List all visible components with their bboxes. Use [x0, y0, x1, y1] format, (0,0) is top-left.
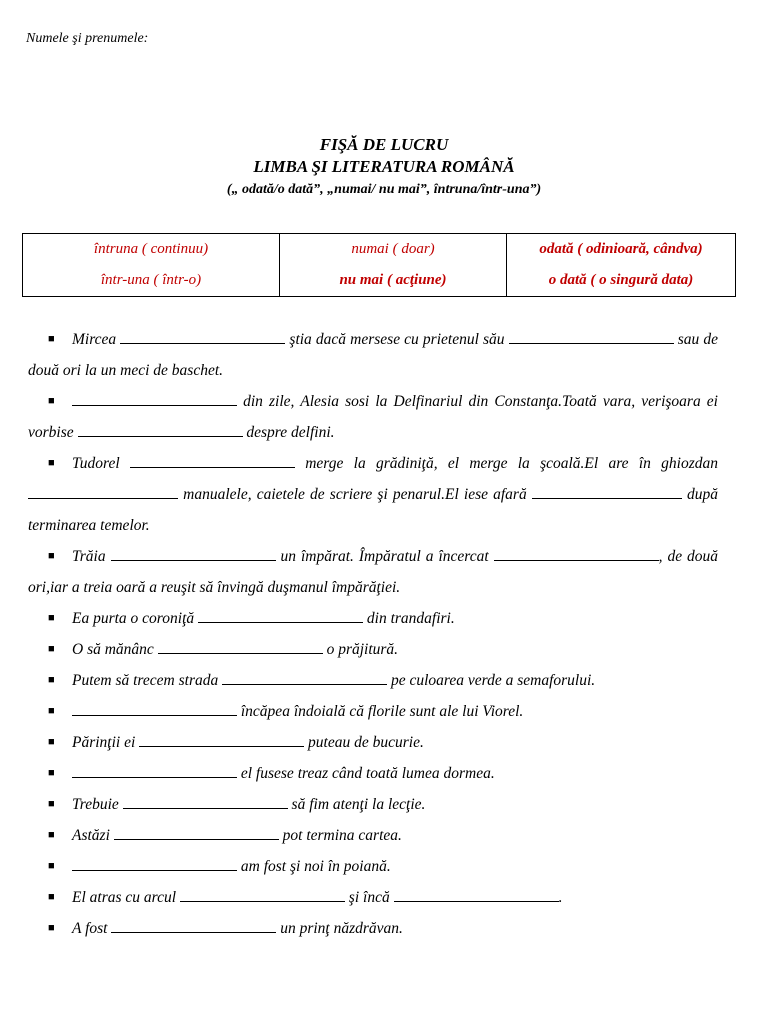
fill-blank[interactable]: [72, 393, 237, 406]
exercise-text: Putem să trecem strada: [72, 672, 219, 689]
bullet-icon: ■: [48, 550, 55, 562]
table-cell-odata: [507, 234, 736, 297]
fill-blank[interactable]: [139, 734, 304, 747]
fill-blank[interactable]: [111, 920, 276, 933]
title-line-3: („ odată/o dată”, „numai/ nu mai”, întruna/într-una”): [226, 182, 542, 197]
fill-blank[interactable]: [130, 455, 295, 468]
fill-blank[interactable]: [394, 889, 559, 902]
exercise-text: puteau de bucurie.: [308, 734, 424, 751]
fill-blank[interactable]: [28, 486, 178, 499]
exercise-text: un prinţ năzdrăvan.: [280, 920, 403, 937]
exercise-text: , de două ori,iar a treia oară a reuşit să învingă duşmanul împărăţiei.: [28, 548, 719, 596]
exercise-text: ştia dacă mersese cu prietenul său: [289, 331, 505, 348]
fill-blank[interactable]: [114, 827, 279, 840]
exercise-text: A fost: [72, 920, 108, 937]
exercise-text: după terminarea temelor.: [28, 486, 719, 534]
fill-blank[interactable]: [111, 548, 276, 561]
exercise-text: pe culoarea verde a semaforului.: [390, 672, 596, 689]
exercise-item: [28, 789, 718, 820]
fill-blank[interactable]: [72, 858, 237, 871]
exercise-list: [28, 324, 718, 944]
exercise-item: [28, 603, 718, 634]
exercise-item: [28, 541, 718, 603]
bullet-icon: ■: [48, 705, 55, 717]
exercise-item: [28, 324, 718, 386]
fill-blank[interactable]: [198, 610, 363, 623]
cell-text: o dată ( o singură data): [548, 272, 694, 288]
fill-blank[interactable]: [222, 672, 387, 685]
exercise-text: El atras cu arcul: [72, 889, 177, 906]
exercise-item: [28, 913, 718, 944]
cell-text: nu mai ( acţiune): [339, 272, 447, 288]
exercise-text: Tudorel: [72, 455, 120, 472]
title-line-1: FIŞĂ DE LUCRU: [319, 135, 449, 154]
cell-text: odată ( odinioară, cândva): [539, 241, 703, 257]
fill-blank[interactable]: [532, 486, 682, 499]
exercise-item: [28, 386, 718, 448]
bullet-icon: ■: [48, 767, 55, 779]
exercise-item: [28, 634, 718, 665]
exercise-item: [28, 448, 718, 541]
fill-blank[interactable]: [180, 889, 345, 902]
exercise-text: încăpea îndoială că florile sunt ale lui Viorel.: [240, 703, 524, 720]
title-line-2: LIMBA ŞI LITERATURA ROMÂNĂ: [253, 157, 515, 176]
bullet-icon: ■: [48, 860, 55, 872]
exercise-text: pot termina cartea.: [282, 827, 402, 844]
exercise-text: o prăjitură.: [326, 641, 399, 658]
exercise-text: Trebuie: [72, 796, 119, 813]
name-label: Numele şi prenumele:: [26, 31, 149, 46]
bullet-icon: ■: [48, 674, 55, 686]
exercise-item: [28, 882, 718, 913]
fill-blank[interactable]: [120, 331, 285, 344]
exercise-text: despre delfini.: [246, 424, 335, 441]
exercise-text: din trandafiri.: [366, 610, 455, 627]
exercise-item: [28, 727, 718, 758]
cell-text: numai ( doar): [351, 241, 435, 257]
bullet-icon: ■: [48, 333, 55, 345]
bullet-icon: ■: [48, 798, 55, 810]
exercise-item: [28, 851, 718, 882]
bullet-icon: ■: [48, 829, 55, 841]
exercise-text: Astăzi: [72, 827, 110, 844]
bullet-icon: ■: [48, 891, 55, 903]
fill-blank[interactable]: [509, 331, 674, 344]
fill-blank[interactable]: [72, 703, 237, 716]
fill-blank[interactable]: [123, 796, 288, 809]
exercise-text: un împărat. Împăratul a încercat: [280, 548, 489, 565]
exercise-text: să fim atenţi la lecţie.: [291, 796, 426, 813]
table-row: [23, 234, 736, 297]
fill-blank[interactable]: [72, 765, 237, 778]
exercise-item: [28, 758, 718, 789]
exercise-item: [28, 820, 718, 851]
exercise-text: O să mănânc: [72, 641, 154, 658]
exercise-text: Trăia: [72, 548, 106, 565]
exercise-item: [28, 696, 718, 727]
cell-text: întruna ( continuu): [93, 241, 209, 257]
exercise-text: manualele, caietele de scriere şi penarul.El iese afară: [183, 486, 527, 503]
exercise-text: sau de două ori la un meci de baschet.: [28, 331, 719, 379]
bullet-icon: ■: [48, 457, 55, 469]
fill-blank[interactable]: [494, 548, 659, 561]
bullet-icon: ■: [48, 395, 55, 407]
bullet-icon: ■: [48, 922, 55, 934]
worksheet-title: [0, 134, 768, 202]
exercise-text: merge la grădiniţă, el merge la şcoală.El are în ghiozdan: [305, 455, 719, 472]
exercise-text: .: [558, 889, 563, 906]
fill-blank[interactable]: [158, 641, 323, 654]
fill-blank[interactable]: [78, 424, 243, 437]
exercise-text: Mircea: [72, 331, 117, 348]
bullet-icon: ■: [48, 612, 55, 624]
cell-text: într-una ( într-o): [100, 272, 202, 288]
exercise-text: Părinţii ei: [72, 734, 136, 751]
table-cell-intruna: [23, 234, 280, 297]
exercise-item: [28, 665, 718, 696]
exercise-text: Ea purta o coroniţă: [72, 610, 195, 627]
exercise-text: el fusese treaz când toată lumea dormea.: [240, 765, 495, 782]
bullet-icon: ■: [48, 736, 55, 748]
exercise-text: din zile, Alesia sosi la Delfinariul din Constanţa.Toată vara, verişoara ei vorbise: [28, 393, 718, 441]
bullet-icon: ■: [48, 643, 55, 655]
table-cell-numai: [280, 234, 507, 297]
word-definitions-table: [22, 233, 736, 297]
exercise-text: am fost şi noi în poiană.: [240, 858, 391, 875]
exercise-text: şi încă: [348, 889, 390, 906]
